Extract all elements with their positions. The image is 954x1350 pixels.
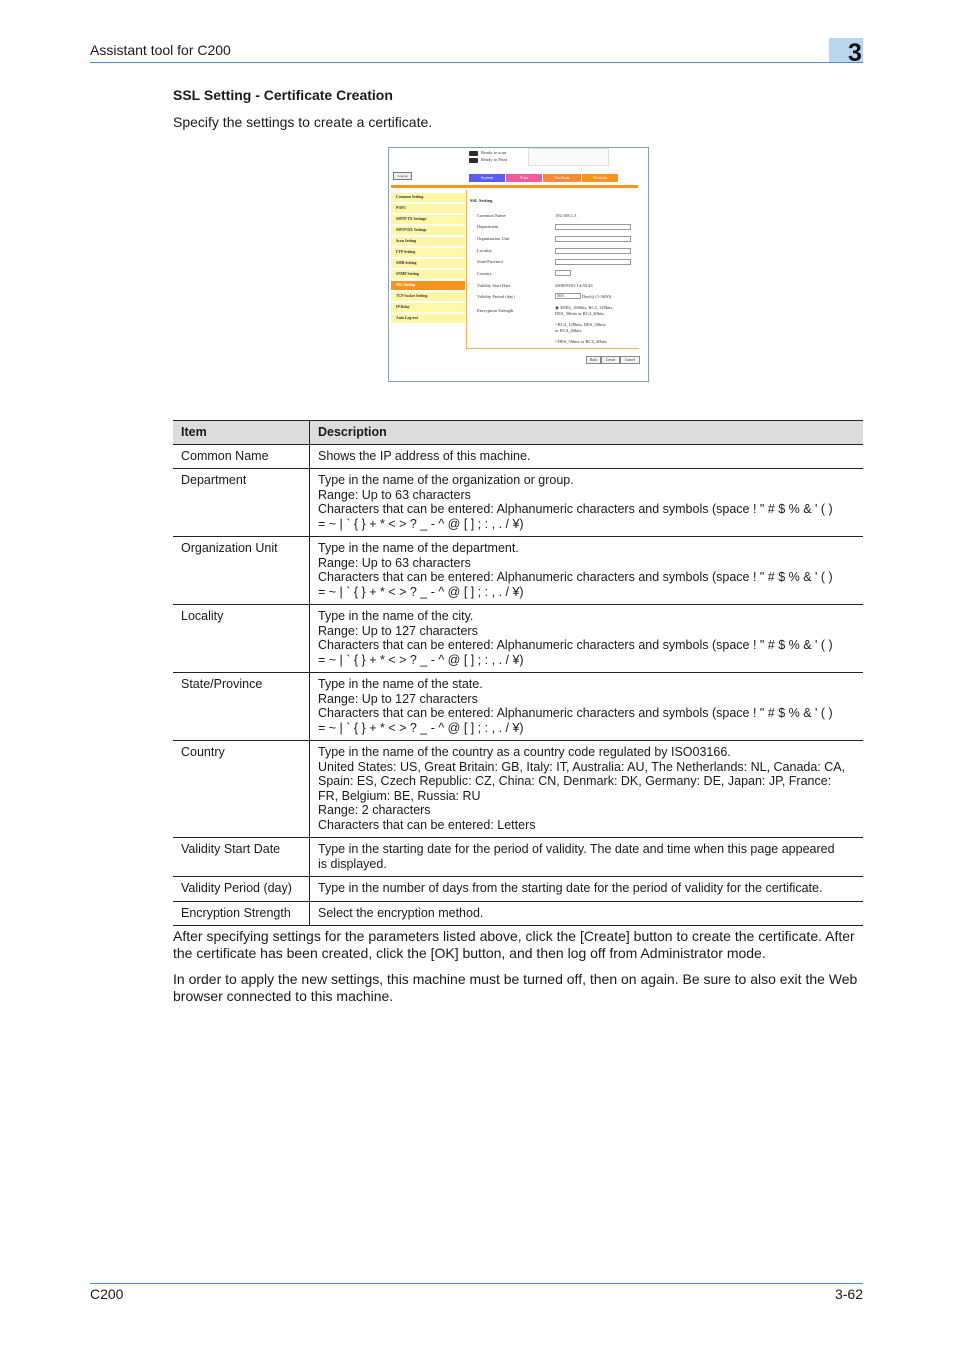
label-validity-period: Validity Period (day) <box>477 294 515 299</box>
description-line: Range: Up to 127 characters <box>318 623 478 638</box>
table-cell-item: State/Province <box>173 673 310 741</box>
menu-item[interactable]: Scan Setting <box>391 237 465 246</box>
cancel-button[interactable]: Cancel <box>620 356 640 364</box>
paragraph-create: After specifying settings for the parameters listed above, click the [Create] button to create the certificate. After the certificate has been created, click the [OK] button, and then log off from Administrator mode. <box>173 928 855 961</box>
description-line: Range: Up to 63 characters <box>318 555 471 570</box>
logout-button[interactable]: Logout <box>393 172 412 180</box>
menu-item[interactable]: SMTP RX Settings <box>391 226 465 235</box>
form-bottom-rule <box>467 348 639 349</box>
table-cell-description <box>310 444 864 469</box>
label-common-name: Common Name <box>477 213 506 218</box>
section-intro: Specify the settings to create a certificate. <box>173 114 433 130</box>
encryption-option-1-cont: DES_56bits or RC4_40bits <box>555 311 605 316</box>
menu-item[interactable]: POP3 <box>391 204 465 213</box>
table-row <box>173 444 863 469</box>
section-title: SSL Setting - Certificate Creation <box>173 87 393 103</box>
status-print: Ready to Print <box>481 157 507 162</box>
menu-item-ssl-setting[interactable]: SSL Setting <box>391 281 465 290</box>
table-cell-item: Validity Period (day) <box>173 877 310 902</box>
running-header: Assistant tool for C200 <box>90 42 231 58</box>
org-unit-input[interactable] <box>555 236 631 242</box>
ssl-setting-screenshot <box>388 147 649 382</box>
menu-item[interactable]: Common Setting <box>391 193 465 202</box>
table-cell-description <box>310 537 864 605</box>
table-cell-description <box>310 838 864 877</box>
menu-item[interactable]: IP Relay <box>391 303 465 312</box>
tab-print[interactable]: Print <box>506 174 542 182</box>
description-line: Shows the IP address of this machine. <box>318 448 531 463</box>
menu-item[interactable]: FTP Setting <box>391 248 465 257</box>
label-department: Department <box>477 224 499 229</box>
description-line: is displayed. <box>318 856 387 871</box>
description-line: Type in the name of the state. <box>318 677 483 691</box>
create-button[interactable]: Create <box>601 356 620 364</box>
tab-system[interactable]: System <box>469 174 505 182</box>
validity-period-input[interactable] <box>555 293 581 299</box>
table-cell-description <box>310 877 864 902</box>
description-line: Range: 2 characters <box>318 803 431 817</box>
description-line: = ~ | ` { } + * < > ? _ - ^ @ [ ] ; : , . / ¥) <box>318 584 524 599</box>
table-cell-description <box>310 901 864 926</box>
table-cell-item: Locality <box>173 605 310 673</box>
table-cell-description <box>310 605 864 673</box>
start-date-value: 2008/09/03 14:30:43 <box>555 283 593 288</box>
menu-item[interactable]: Auto Log-out <box>391 314 465 323</box>
table-row <box>173 838 863 877</box>
encryption-option-2-cont: or RC4_40bits <box>555 328 582 333</box>
footer-rule <box>90 1283 863 1284</box>
table-row <box>173 469 863 537</box>
description-line: Type in the name of the department. <box>318 541 519 555</box>
encryption-option-1[interactable]: ◉ 3DES_168bits, RC4_128bits, <box>555 305 614 310</box>
description-line: Range: Up to 63 characters <box>318 487 471 502</box>
tab-fax-scan[interactable]: Fax/Scan <box>543 174 581 182</box>
country-input[interactable] <box>555 270 571 276</box>
label-org-unit: Organization Unit <box>477 236 510 241</box>
table-body <box>173 444 863 926</box>
table-row <box>173 901 863 926</box>
tab-network[interactable]: Network <box>582 174 618 182</box>
printer-icon <box>469 158 478 163</box>
status-scan: Ready to scan <box>481 150 507 155</box>
table-cell-item: Organization Unit <box>173 537 310 605</box>
description-line: United States: US, Great Britain: GB, Italy: IT, Australia: AU, The Netherlands: NL, Canada: CA, <box>318 759 846 774</box>
panel-divider <box>466 190 467 350</box>
description-line: Select the encryption method. <box>318 905 484 920</box>
validity-period-hint: Day(s) (1-3650) <box>582 294 612 299</box>
description-line: Type in the name of the city. <box>318 609 474 623</box>
menu-item[interactable]: SNMP Setting <box>391 270 465 279</box>
paragraph-restart: In order to apply the new settings, this machine must be turned off, then on again. Be sure to also exit the Web browser connected to this machine. <box>173 971 858 1004</box>
scanner-icon <box>469 151 478 156</box>
description-line: Spain: ES, Czech Republic: CZ, China: CN, Denmark: DK, Germany: DE, Japan: JP, France: <box>318 774 832 788</box>
description-line: Type in the starting date for the period of validity. The date and time when this page appeared <box>318 842 835 856</box>
description-line: = ~ | ` { } + * < > ? _ - ^ @ [ ] ; : , . / ¥) <box>318 720 524 735</box>
table-cell-item: Department <box>173 469 310 537</box>
validity-period-value: 365 <box>557 293 564 298</box>
settings-menu <box>391 193 465 325</box>
back-button[interactable]: Back <box>586 356 601 364</box>
table-cell-description <box>310 741 864 838</box>
table-cell-item: Validity Start Date <box>173 838 310 877</box>
footer-model: C200 <box>90 1286 124 1302</box>
panel-title: SSL Setting <box>470 198 493 203</box>
common-name-value: 192.168.1.3 <box>555 213 577 218</box>
table-row <box>173 537 863 605</box>
description-line: Characters that can be entered: Alphanumeric characters and symbols (space ! " # $ % & ' ( ) <box>318 502 833 516</box>
page-number: 3-62 <box>834 1286 863 1302</box>
description-line: Characters that can be entered: Alphanumeric characters and symbols (space ! " # $ % & ' ( ) <box>318 638 833 652</box>
header-rule <box>90 62 863 63</box>
menu-item[interactable]: SMB Setting <box>391 259 465 268</box>
menu-item[interactable]: SMTP TX Settings <box>391 215 465 224</box>
table-row <box>173 673 863 741</box>
table-row <box>173 877 863 902</box>
description-line: Type in the number of days from the starting date for the period of validity for the certificate. <box>318 881 823 895</box>
table-cell-description <box>310 673 864 741</box>
label-country: Country <box>477 271 492 276</box>
description-line: = ~ | ` { } + * < > ? _ - ^ @ [ ] ; : , . / ¥) <box>318 652 524 667</box>
table-header-row <box>173 421 863 445</box>
table-row <box>173 605 863 673</box>
chapter-number: 3 <box>848 39 862 67</box>
column-header-item: Item <box>173 421 310 445</box>
label-start-date: Validity Start Date <box>477 283 511 288</box>
department-input[interactable] <box>555 224 631 230</box>
description-line: Type in the name of the country as a country code regulated by ISO03166. <box>318 745 731 759</box>
description-line: Characters that can be entered: Alphanumeric characters and symbols (space ! " # $ % & ' ( ) <box>318 570 833 584</box>
label-state: State/Province <box>477 259 504 264</box>
description-line: FR, Belgium: BE, Russia: RU <box>318 788 481 803</box>
table-cell-item: Common Name <box>173 444 310 469</box>
locality-input[interactable] <box>555 248 631 254</box>
table-cell-item: Country <box>173 741 310 838</box>
table-cell-description <box>310 469 864 537</box>
label-encryption-strength: Encryption Strength <box>477 308 514 313</box>
label-locality: Locality <box>477 248 492 253</box>
column-header-description: Description <box>310 421 864 445</box>
description-line: = ~ | ` { } + * < > ? _ - ^ @ [ ] ; : , . / ¥) <box>318 516 524 531</box>
encryption-option-3[interactable]: ○DES_56bits or RC4_40bits <box>555 339 607 344</box>
description-line: Characters that can be entered: Letters <box>318 817 536 832</box>
settings-table <box>173 420 863 926</box>
menu-item[interactable]: TCP Socket Setting <box>391 292 465 301</box>
description-line: Range: Up to 127 characters <box>318 691 478 706</box>
table-cell-item: Encryption Strength <box>173 901 310 926</box>
description-line: Characters that can be entered: Alphanumeric characters and symbols (space ! " # $ % & ' ( ) <box>318 706 833 720</box>
table-row <box>173 741 863 838</box>
header-bar <box>391 185 638 188</box>
status-panel <box>528 148 609 166</box>
state-input[interactable] <box>555 259 631 265</box>
encryption-option-2[interactable]: ○RC4_128bits, DES_56bits <box>555 322 606 327</box>
description-line: Type in the name of the organization or group. <box>318 473 574 487</box>
